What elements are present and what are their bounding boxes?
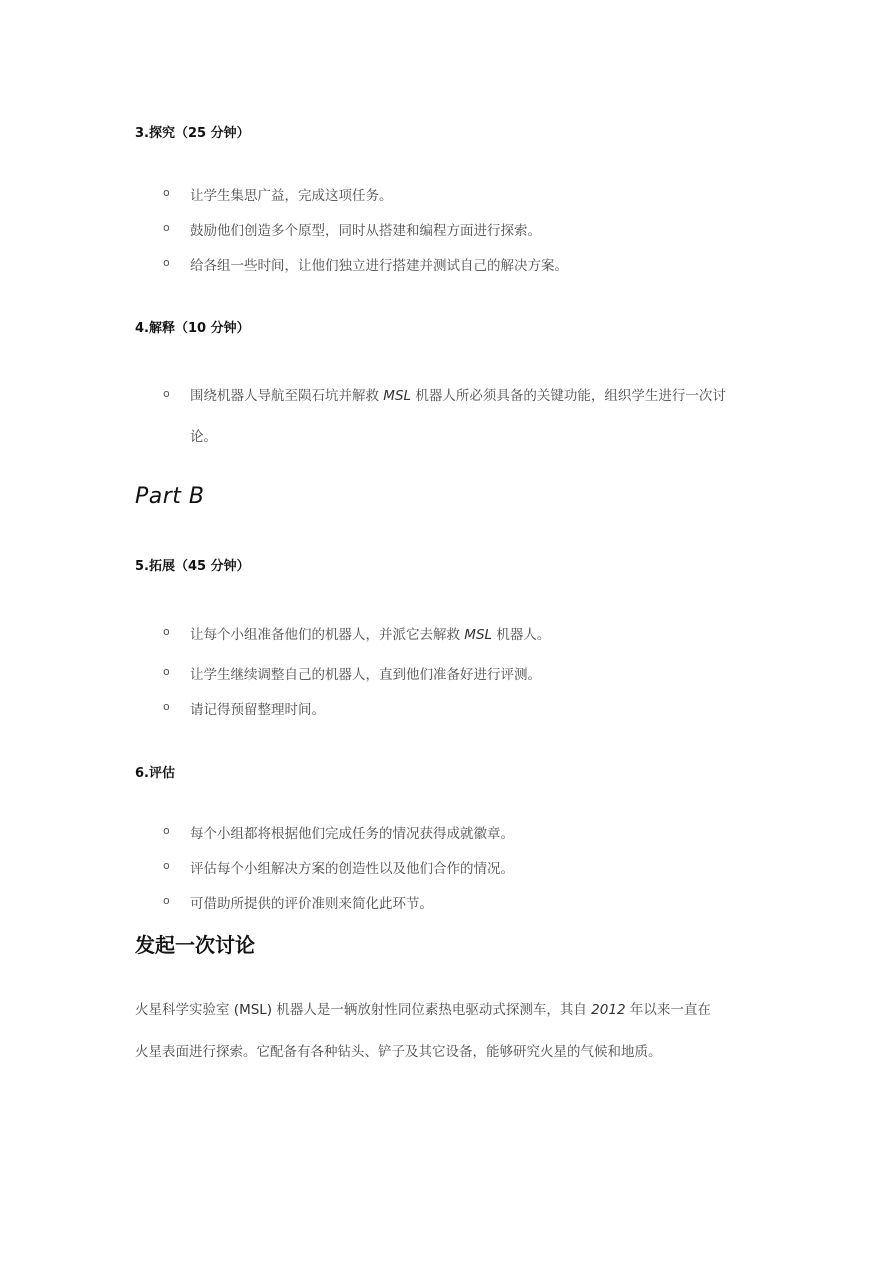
list-item-text: 机器人所必须具备的关键功能，组织学生进行一次讨: [411, 388, 726, 404]
section-heading-evaluate: 6.评估: [135, 766, 175, 781]
list-item: 每个小组都将根据他们完成任务的情况获得成就徽章。: [190, 826, 514, 842]
discussion-paragraph-line-1: [135, 998, 711, 1018]
bullet-icon: o: [163, 387, 170, 400]
list-item: 让学生集思广益，完成这项任务。: [190, 188, 393, 204]
paragraph-text: 年以来一直在: [625, 1002, 711, 1018]
list-item: [190, 384, 726, 404]
bullet-icon: o: [163, 665, 170, 678]
list-item: 给各组一些时间，让他们独立进行搭建并测试自己的解决方案。: [190, 258, 568, 274]
list-item: 可借助所提供的评价准则来简化此环节。: [190, 896, 433, 912]
bullet-icon: o: [163, 186, 170, 199]
bullet-icon: o: [163, 625, 170, 638]
list-item: 评估每个小组解决方案的创造性以及他们合作的情况。: [190, 861, 514, 877]
msl-term: MSL: [383, 388, 412, 404]
discussion-paragraph-line-2: 火星表面进行探索。它配备有各种钻头、铲子及其它设备，能够研究火星的气候和地质。: [135, 1044, 662, 1060]
msl-term: MSL: [464, 627, 493, 643]
list-item-text: 让每个小组准备他们的机器人，并派它去解救: [190, 627, 465, 643]
year-value: 2012: [591, 1002, 626, 1018]
bullet-icon: o: [163, 256, 170, 269]
list-item: 鼓励他们创造多个原型，同时从搭建和编程方面进行探索。: [190, 223, 541, 239]
section-heading-explore: 3.探究（25 分钟）: [135, 126, 250, 141]
bullet-icon: o: [163, 859, 170, 872]
section-heading-elaborate: 5.拓展（45 分钟）: [135, 559, 250, 574]
list-item-continuation: 论。: [190, 429, 217, 445]
bullet-icon: o: [163, 700, 170, 713]
section-heading-explain: 4.解释（10 分钟）: [135, 321, 250, 336]
list-item: [190, 623, 550, 643]
paragraph-text: 机器人是一辆放射性同位素热电驱动式探测车，其自: [272, 1002, 592, 1018]
bullet-icon: o: [163, 894, 170, 907]
list-item: 请记得预留整理时间。: [190, 702, 325, 718]
discussion-heading: 发起一次讨论: [135, 933, 255, 957]
list-item-text: 机器人。: [492, 627, 551, 643]
list-item: 让学生继续调整自己的机器人，直到他们准备好进行评测。: [190, 667, 541, 683]
msl-term: (MSL): [233, 1002, 273, 1018]
bullet-icon: o: [163, 824, 170, 837]
bullet-icon: o: [163, 221, 170, 234]
paragraph-text: 火星科学实验室: [135, 1002, 234, 1018]
part-title: Part B: [135, 484, 205, 509]
list-item-text: 围绕机器人导航至陨石坑并解救: [190, 388, 384, 404]
